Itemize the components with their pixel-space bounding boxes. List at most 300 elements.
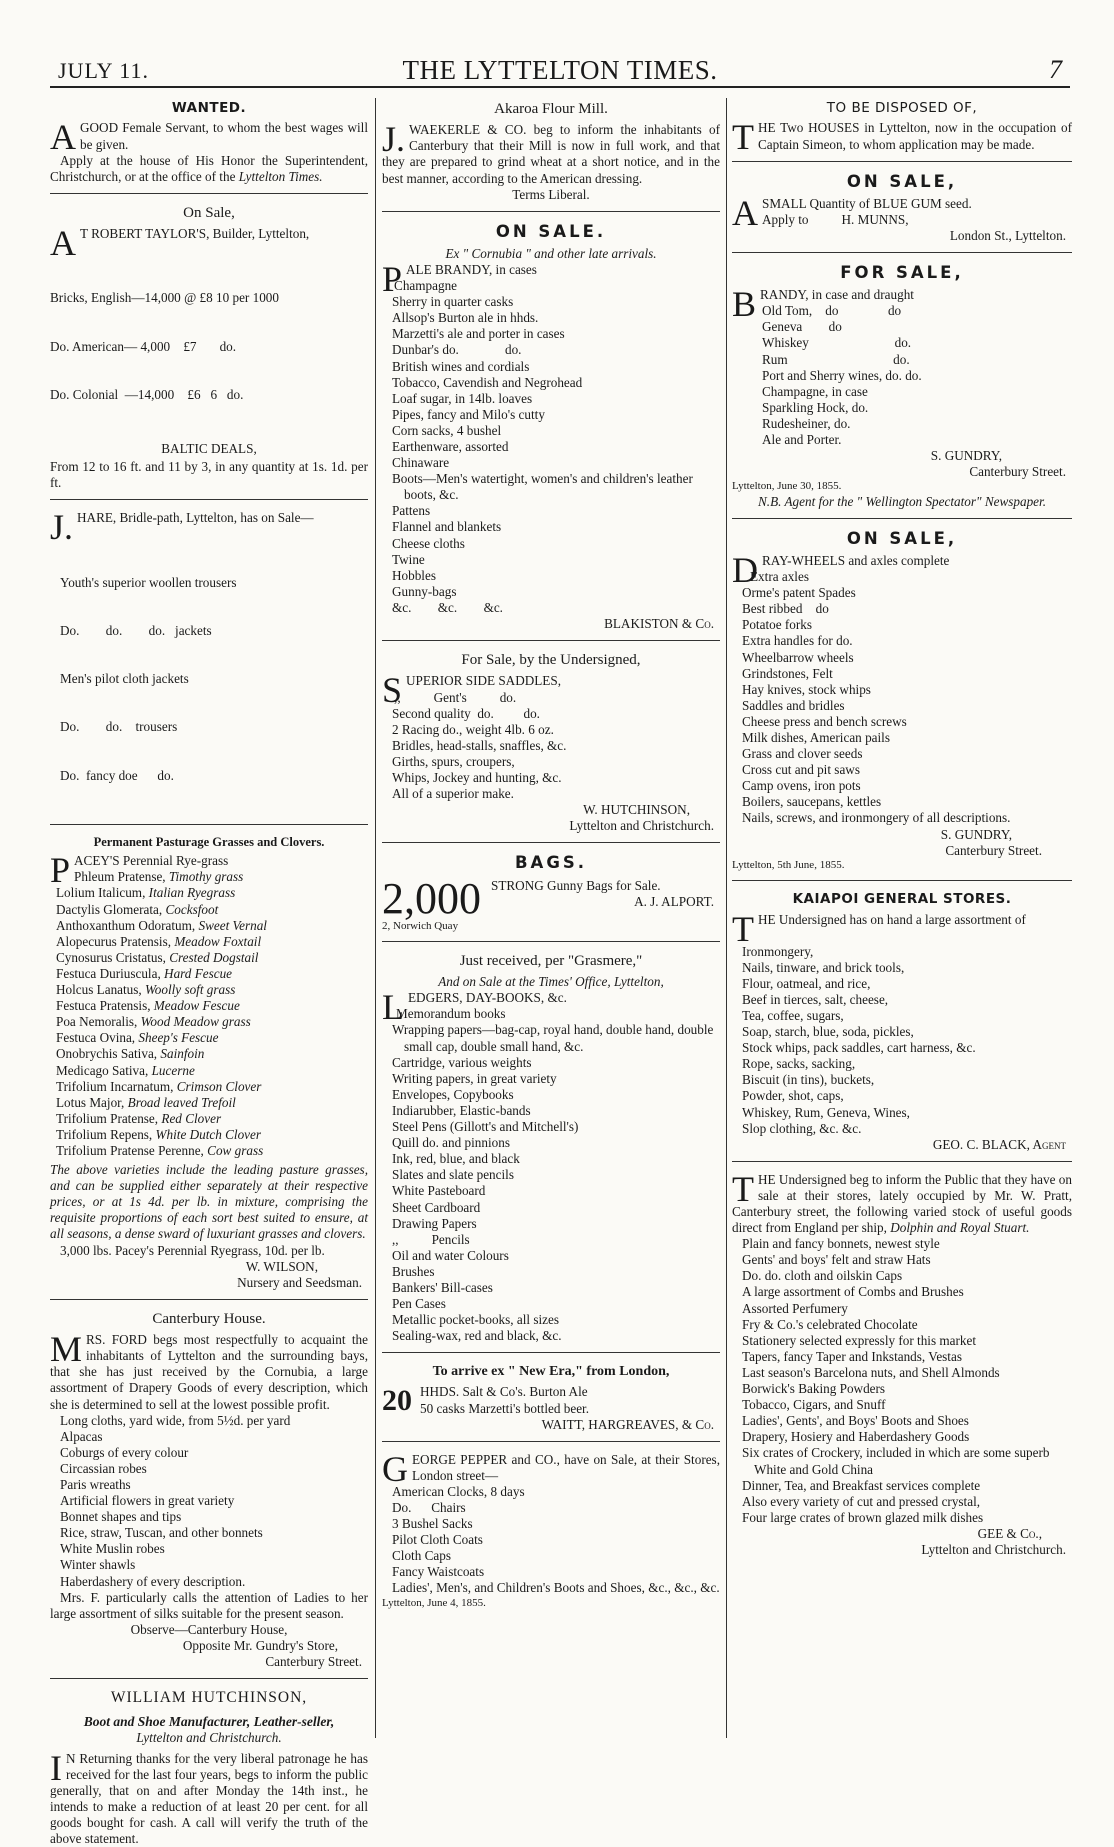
list-item: Whips, Jockey and hunting, &c.: [392, 770, 562, 785]
page-number: 7: [1049, 55, 1062, 84]
ad-address: Opposite Mr. Gundry's Store,: [182, 1637, 338, 1653]
list-item: Tobacco, Cigars, and Snuff: [742, 1397, 886, 1413]
list-item: Cross cut and pit saws: [742, 762, 860, 778]
ad-apply: Apply to H. MUNNS,: [762, 211, 909, 227]
common-name: White Dutch Clover: [155, 1126, 262, 1142]
list-item: Circassian robes: [60, 1460, 147, 1476]
common-name: Hard Fescue: [164, 965, 233, 981]
grass-item: [56, 1030, 368, 1046]
ad-heading: WILLIAM HUTCHINSON,: [110, 1689, 308, 1707]
list-item: Haberdashery of every description.: [60, 1573, 246, 1589]
list-item: Envelopes, Copybooks: [392, 1086, 514, 1102]
common-name: Meadow Foxtail: [174, 933, 262, 949]
bags-quantity: 2,000: [382, 873, 481, 923]
list-item: Long cloths, yard wide, from 5½d. per yard: [60, 1412, 291, 1428]
ad-text: T ROBERT TAYLOR'S, Builder, Lyttelton,: [80, 226, 310, 242]
common-name: Sainfoin: [160, 1046, 205, 1062]
price-line: Bricks, English—14,000 @ £8 10 per 1000: [50, 290, 279, 306]
signature-title: Nursery and Seedsman.: [237, 1274, 362, 1290]
list-item: White Pasteboard: [392, 1183, 486, 1199]
drop-cap: A: [732, 192, 758, 233]
grass-item: [56, 902, 368, 918]
list-item: Indiarubber, Elastic-bands: [392, 1102, 531, 1118]
list-item: Milk dishes, American pails: [742, 729, 890, 745]
list-item: Do. do. trousers: [60, 719, 178, 735]
list-item: Nails, screws, and ironmongery of all descriptions.: [742, 810, 1011, 826]
common-name: Italian Ryegrass: [148, 885, 236, 901]
common-name: Sheep's Fescue: [138, 1030, 219, 1046]
latin-name: Trifolium Pratense Perenne,: [56, 1142, 204, 1158]
list-item: Also every variety of cut and pressed crystal,: [742, 1493, 981, 1509]
list-item: Ladies', Men's, and Children's Boots and Shoes, &c., &c., &c.: [392, 1580, 720, 1596]
ad-heading: ON SALE.: [495, 221, 607, 241]
ad-date: Lyttelton, June 30, 1855.: [732, 480, 842, 493]
ad-place: Lyttelton and Christchurch.: [136, 1730, 282, 1746]
list-item: Alpacas: [60, 1428, 103, 1444]
list-item: Girths, spurs, croupers,: [392, 753, 515, 769]
signature-place: Lyttelton and Christchurch.: [569, 818, 714, 834]
list-item: Fancy Waistcoats: [392, 1564, 485, 1580]
list-item: Men's pilot cloth jackets: [60, 671, 189, 687]
drop-cap: P: [382, 258, 403, 299]
list-item: Do. Chairs: [392, 1500, 466, 1515]
ad-text: HARE, Bridle-path, Lyttelton, has on Sale—: [77, 510, 314, 526]
ad-nb: N.B. Agent for the " Wellington Spectator" Newspaper.: [758, 493, 1046, 509]
ad-heading: Canterbury House.: [152, 1310, 266, 1327]
signature-name: GEO. C. BLACK, Agent: [932, 1136, 1066, 1152]
ad-subheading: Ex " Cornubia " and other late arrivals.: [445, 245, 657, 261]
list-item: Nails, tinware, and brick tools,: [742, 959, 905, 975]
grass-item: [56, 1111, 368, 1127]
list-item: Assorted Perfumery: [742, 1300, 848, 1316]
list-item: Memorandum books: [396, 1006, 506, 1022]
hardware-list: [732, 569, 1072, 827]
list-item: White Muslin robes: [60, 1541, 165, 1557]
list-item: Flannel and blankets: [392, 519, 502, 535]
list-item: Pilot Cloth Coats: [392, 1532, 483, 1548]
common-name: Timothy grass: [168, 869, 244, 885]
list-item: Bankers' Bill-cases: [392, 1279, 493, 1295]
list-item: Whiskey do.: [762, 335, 912, 351]
issue-date: JULY 11.: [58, 58, 149, 83]
ad-kaiapoi: [732, 891, 1072, 1153]
grass-item: [56, 869, 368, 885]
ad-brandy: [732, 263, 1072, 510]
drop-cap: T: [732, 1168, 754, 1209]
price-line: Do. Colonial —14,000 £6 6 do.: [50, 386, 244, 402]
latin-name: Alopecurus Pratensis,: [56, 933, 172, 949]
grass-item: [56, 1143, 368, 1159]
list-item: Geneva do: [762, 319, 842, 335]
list-item: Best ribbed do: [742, 601, 829, 617]
ad-trade: Boot and Shoe Manufacturer, Leather-seller,: [83, 1714, 335, 1729]
grass-item: [56, 1079, 368, 1095]
ad-heading: To arrive ex " New Era," from London,: [432, 1364, 670, 1380]
list-item: Gunny-bags: [392, 583, 457, 599]
list-item: Champagne, in case: [762, 383, 868, 399]
ad-on-sale-blakiston: [382, 222, 720, 632]
ad-canterbury-house: [50, 1310, 368, 1670]
ad-heading: ON SALE,: [846, 528, 958, 548]
list-item: Champagne: [394, 278, 458, 294]
list-item: Stock whips, pack saddles, cart harness, &c.: [742, 1040, 976, 1056]
ad-heading: KAIAPOI GENERAL STORES.: [792, 891, 1012, 908]
ad-subheading: And on Sale at the Times' Office, Lyttelton,: [438, 974, 664, 990]
column-3: [732, 98, 1072, 1746]
common-name: Meadow Fescue: [153, 998, 240, 1014]
list-item: Winter shawls: [60, 1557, 136, 1573]
list-item: Boots—Men's watertight, women's and children's leather boots, &c.: [392, 471, 697, 503]
list-item: Earthenware, assorted: [392, 439, 509, 455]
ad-heading: Akaroa Flour Mill.: [494, 101, 608, 117]
ad-title-line: RANDY, in case and draught: [760, 287, 914, 303]
ad-hutchinson: [50, 1689, 368, 1847]
ad-heading: Just received, per "Grasmere,": [459, 952, 643, 969]
common-name: Crimson Clover: [176, 1078, 262, 1094]
ad-title-line: UPERIOR SIDE SADDLES,: [406, 673, 561, 689]
list-item: Beef in tierces, salt, cheese,: [742, 991, 889, 1007]
list-item: Rum do.: [762, 351, 910, 367]
ad-blue-gum: [732, 172, 1072, 244]
list-item: 3 Bushel Sacks: [392, 1516, 473, 1532]
drop-cap: A: [50, 117, 76, 158]
stationery-list: [382, 1006, 720, 1344]
latin-name: Poa Nemoralis,: [56, 1014, 138, 1030]
list-item: Oil and water Colours: [392, 1247, 509, 1263]
list-item: Orme's patent Spades: [742, 585, 856, 601]
ad-address: 2, Norwich Quay: [382, 919, 459, 932]
ad-paper: Lyttelton Times.: [238, 168, 323, 184]
grass-item: [56, 1095, 368, 1111]
latin-name: Trifolium Repens,: [56, 1126, 153, 1142]
list-item: Second quality do. do.: [392, 705, 540, 721]
latin-name: Holcus Lanatus,: [56, 982, 142, 998]
ad-terms: Terms Liberal.: [512, 186, 590, 202]
saddles-list: [382, 690, 720, 803]
ad-text: HE Two HOUSES in Lyttelton, now in the occupation of Captain Simeon, to whom application may be made.: [758, 120, 1072, 152]
list-item: Sealing-wax, red and black, &c.: [392, 1328, 562, 1344]
ad-text: HE Undersigned beg to inform the Public that they have on sale at their stores, lately occupied by Mr. W. Pratt, Canterbury street, the following varied stock of useful goods direct from England per ship,: [732, 1171, 1072, 1236]
drop-cap: T: [732, 117, 754, 158]
list-item: Pattens: [392, 503, 431, 519]
drop-cap: D: [732, 549, 758, 590]
list-item: Cheese press and bench screws: [742, 713, 907, 729]
list-item: Hay knives, stock whips: [742, 681, 871, 697]
list-item: Powder, shot, caps,: [742, 1088, 844, 1104]
list-item: American Clocks, 8 days: [392, 1483, 525, 1499]
list-item: Cloth Caps: [392, 1548, 451, 1564]
latin-name: Trifolium Incarnatum,: [56, 1078, 174, 1094]
grass-item: [56, 1046, 368, 1062]
drapery-list: [50, 1413, 368, 1590]
list-item: Do. fancy doe do.: [60, 767, 174, 783]
list-item: Youth's superior woollen trousers: [60, 574, 237, 590]
latin-name: Trifolium Pratense,: [56, 1110, 159, 1126]
grass-item: [56, 918, 368, 934]
drop-cap: G: [382, 1448, 408, 1489]
stores-list: [732, 944, 1072, 1137]
list-item: Ladies', Gents', and Boys' Boots and Shoes: [742, 1413, 969, 1429]
ad-apply: Apply at the house of His Honor the Superintendent, Christchurch, or at the office of the: [50, 152, 368, 184]
masthead: [50, 52, 1070, 88]
ad-text: From 12 to 16 ft. and 11 by 3, in any quantity at 1s. 1d. per ft.: [50, 459, 368, 491]
list-item: Tea, coffee, sugars,: [742, 1007, 844, 1023]
common-name: Broad leaved Trefoil: [127, 1094, 236, 1110]
common-name: Cow grass: [207, 1142, 264, 1158]
column-1: [50, 98, 368, 1847]
ad-bags: [382, 853, 720, 933]
list-item: Cheese cloths: [392, 535, 465, 551]
latin-name: Medicago Sativa,: [56, 1062, 149, 1078]
drop-cap: J.: [50, 507, 74, 548]
ad-ships: Dolphin and Royal Stuart.: [890, 1220, 1030, 1236]
list-item: Ink, red, blue, and black: [392, 1151, 520, 1167]
ad-text: STRONG Gunny Bags for Sale.: [491, 877, 661, 893]
list-item: Drawing Papers: [392, 1215, 477, 1231]
drop-cap: P: [50, 850, 71, 891]
list-item: Soap, starch, blue, soda, pickles,: [742, 1024, 914, 1040]
common-name: Sweet Vernal: [198, 917, 267, 933]
hhds-quantity: 20: [382, 1384, 412, 1418]
ad-akaroa: [382, 100, 720, 203]
list-item: Chinaware: [392, 455, 450, 471]
list-item: Wheelbarrow wheels: [742, 649, 854, 665]
grass-item: [56, 934, 368, 950]
list-item: Ironmongery,: [742, 943, 814, 959]
grass-item: [56, 1063, 368, 1079]
list-item: Dunbar's do. do.: [392, 342, 522, 358]
ad-text: HE Undersigned has on hand a large assortment of: [758, 911, 1026, 927]
goods-list: [382, 1484, 720, 1597]
ad-disposed: [732, 100, 1072, 158]
ad-new-era: [382, 1363, 720, 1432]
list-item: Old Tom, do do: [762, 303, 902, 319]
ad-hare: [50, 507, 368, 816]
column-divider: [726, 98, 727, 1738]
ad-address: London St., Lyttelton.: [949, 227, 1066, 243]
list-item: Dinner, Tea, and Breakfast services complete: [742, 1477, 981, 1493]
ad-observe: Observe—Canterbury House,: [130, 1621, 288, 1637]
list-item: Paris wreaths: [60, 1476, 131, 1492]
list-item: Coburgs of every colour: [60, 1444, 189, 1460]
latin-name: Onobrychis Sativa,: [56, 1046, 158, 1062]
grass-item: [56, 885, 368, 901]
ad-pepper: [382, 1448, 720, 1610]
common-name: Crested Dogstail: [169, 949, 259, 965]
list-item: Fry & Co.'s celebrated Chocolate: [742, 1316, 918, 1332]
common-name: Lucerne: [151, 1062, 195, 1078]
drop-cap: M: [50, 1329, 83, 1370]
list-item: Pipes, fancy and Milo's cutty: [392, 406, 545, 422]
newspaper-title: THE LYTTELTON TIMES.: [402, 55, 718, 85]
ad-text: WAEKERLE & CO. beg to inform the inhabitants of Canterbury that their Mill is now in full work, and that they are prepared to grind wheat at a short notice, and in the best manner, according to the American dressing.: [382, 122, 720, 186]
list-item: Slates and slate pencils: [392, 1167, 514, 1183]
list-item: Allsop's Burton ale in hhds.: [392, 310, 539, 326]
goods-list: [732, 1236, 1072, 1526]
list-item: Camp ovens, iron pots: [742, 778, 861, 794]
latin-name: Lotus Major,: [56, 1094, 125, 1110]
grass-item: [56, 966, 368, 982]
signature-name: W. WILSON,: [245, 1258, 318, 1274]
list-item: Rudesheiner, do.: [762, 415, 851, 431]
grass-item: [56, 1127, 368, 1143]
ad-date: Lyttelton, June 4, 1855.: [382, 1596, 486, 1609]
ad-text: RS. FORD begs most respectfully to acquaint the inhabitants of Lyttelton and the surrounding bays, that she has just received by the Cornubia, a large assortment of Drapery Goods of every description, which she is determined to sell at the lowest possible profit.: [50, 1332, 368, 1412]
signature-name: S. GUNDRY,: [930, 448, 1002, 464]
spirits-list: [732, 303, 1072, 448]
list-item: Do. do. do. jackets: [60, 622, 212, 638]
latin-name: Festuca Pratensis,: [56, 998, 151, 1014]
ad-dray-wheels: [732, 529, 1072, 872]
ad-heading: ON SALE,: [846, 171, 958, 191]
list-item: Hobbles: [392, 567, 436, 583]
ad-heading: For Sale, by the Undersigned,: [461, 652, 641, 669]
latin-name: Dactylis Glomerata,: [56, 901, 163, 917]
price-line: Do. American— 4,000 £7 do.: [50, 338, 237, 354]
list-item: All of a superior make.: [392, 786, 514, 802]
list-item: Biscuit (in tins), buckets,: [742, 1072, 875, 1088]
ad-grasses: [50, 835, 368, 1291]
list-item: Bonnet shapes and tips: [60, 1509, 182, 1525]
list-item: Writing papers, in great variety: [392, 1070, 557, 1086]
list-item: Loaf sugar, in 14lb. loaves: [392, 390, 533, 406]
signature-name: BLAKISTON & Co.: [604, 616, 714, 632]
list-item: Gents' and boys' felt and straw Hats: [742, 1252, 931, 1268]
list-item: Sherry in quarter casks: [392, 294, 514, 310]
list-item: Borwick's Baking Powders: [742, 1381, 886, 1397]
ad-heading: On Sale,: [183, 204, 235, 221]
drop-cap: I: [50, 1747, 62, 1788]
list-item: Sheet Cardboard: [392, 1199, 481, 1215]
ad-note: Mrs. F. particularly calls the attention of Ladies to her large assortment of silks suitable for the present season.: [50, 1589, 368, 1621]
latin-name: Lolium Italicum,: [56, 885, 146, 901]
list-item: Last season's Barcelona nuts, and Shell Almonds: [742, 1364, 1000, 1380]
common-name: Red Clover: [161, 1110, 222, 1126]
grass-item: [56, 998, 368, 1014]
ad-wanted: [50, 100, 368, 185]
ad-title-line: ALE BRANDY, in cases: [406, 261, 537, 277]
list-item: Bridles, head-stalls, snaffles, &c.: [392, 737, 567, 753]
list-item: Brushes: [392, 1263, 435, 1279]
signature-name: GEE & Co.,: [977, 1525, 1042, 1541]
list-item: ,, Pencils: [392, 1231, 470, 1247]
list-item: A large assortment of Combs and Brushes: [742, 1284, 964, 1300]
grass-item: [56, 982, 368, 998]
latin-name: Festuca Duriuscula,: [56, 965, 161, 981]
ad-address: Canterbury Street.: [265, 1654, 362, 1669]
ad-text: GOOD Female Servant, to whom the best wages will be given.: [80, 120, 368, 152]
list-item: Drapery, Hosiery and Haberdashery Goods: [742, 1429, 970, 1445]
list-item: Stationery selected expressly for this market: [742, 1332, 977, 1348]
list-item: Steel Pens (Gillott's and Mitchell's): [392, 1119, 579, 1135]
ad-gee: [732, 1168, 1072, 1558]
list-item: Sparkling Hock, do.: [762, 399, 869, 415]
ad-text: HHDS. Salt & Co's. Burton Ale: [420, 1384, 588, 1400]
list-item: Twine: [392, 551, 425, 567]
list-item: Whiskey, Rum, Geneva, Wines,: [742, 1104, 910, 1120]
list-item: Extra handles for do.: [742, 633, 853, 649]
ad-offer: 3,000 lbs. Pacey's Perennial Ryegrass, 10d. per lb.: [60, 1242, 325, 1258]
signature-name: WAITT, HARGREAVES, & Co.: [541, 1416, 714, 1432]
column-2: [382, 98, 720, 1746]
ad-text: N Returning thanks for the very liberal patronage he has received for the last four years, begs to inform the public generally, that on and after Monday the 14th inst., he intends to make a reduction of at least 20 per cent. for all goods bought for cash. A call will verify the truth of the above statement.: [50, 1750, 368, 1847]
common-name: Woolly soft grass: [145, 982, 236, 998]
list-item: Tobacco, Cavendish and Negrohead: [392, 374, 583, 390]
list-item: Marzetti's ale and porter in cases: [392, 326, 565, 342]
ad-title-line: RAY-WHEELS and axles complete: [762, 552, 950, 568]
signature-name: S. GUNDRY,: [940, 826, 1012, 842]
ad-title-line: EDGERS, DAY-BOOKS, &c.: [408, 990, 567, 1006]
list-item: Ale and Porter.: [762, 432, 842, 448]
ad-title-line: ACEY'S Perennial Rye-grass: [74, 853, 229, 869]
ad-heading: TO BE DISPOSED OF,: [826, 100, 978, 116]
list-item: Pen Cases: [392, 1296, 446, 1312]
ad-heading: BAGS.: [514, 853, 588, 873]
grass-item: [56, 950, 368, 966]
grass-list: [50, 869, 368, 1159]
list-item: Tapers, fancy Taper and Inkstands, Vestas: [742, 1348, 962, 1364]
list-item: 2 Racing do., weight 4lb. 6 oz.: [392, 721, 554, 737]
list-item: Extra axles: [750, 569, 809, 585]
list-item: Grindstones, Felt: [742, 665, 833, 681]
signature-place: Canterbury Street.: [969, 464, 1066, 480]
list-item: Corn sacks, 4 bushel: [392, 422, 502, 438]
sub-heading: BALTIC DEALS,: [161, 441, 257, 457]
common-name: Wood Meadow grass: [140, 1014, 251, 1030]
ad-heading: FOR SALE,: [840, 263, 964, 283]
list-item: Port and Sherry wines, do. do.: [762, 367, 922, 383]
latin-name: Phleum Pratense,: [74, 869, 166, 885]
signature-place: Lyttelton and Christchurch.: [921, 1541, 1066, 1557]
list-item: Rice, straw, Tuscan, and other bonnets: [60, 1525, 263, 1541]
ad-note: The above varieties include the leading pasture grasses, and can be supplied either separately at their respective prices, or at 1s 4d. per lb. in mixture, comprising the requisite proportions of each sort best suited to ensure, at all seasons, a dense sward of luxuriant grasses and clovers.: [50, 1162, 368, 1242]
common-name: Cocksfoot: [165, 901, 219, 917]
list-item: Plain and fancy bonnets, newest style: [742, 1236, 940, 1252]
list-item: Quill do. and pinnions: [392, 1135, 510, 1151]
list-item: Boilers, saucepans, kettles: [742, 794, 882, 810]
signature-name: W. HUTCHINSON,: [583, 802, 690, 818]
list-item: ,, Gent's do.: [394, 689, 517, 705]
signature-name: A. J. ALPORT.: [634, 893, 714, 909]
column-divider: [375, 98, 376, 1738]
list-item: British wines and cordials: [392, 358, 530, 374]
list-item: Saddles and bridles: [742, 697, 845, 713]
ad-text: EORGE PEPPER and CO., have on Sale, at their Stores, London street—: [412, 1451, 720, 1483]
drop-cap: A: [50, 223, 76, 264]
ad-text: SMALL Quantity of BLUE GUM seed.: [762, 195, 972, 211]
list-item: Four large crates of brown glazed milk dishes: [742, 1509, 984, 1525]
list-item: Grass and clover seeds: [742, 746, 863, 762]
list-item: Rope, sacks, sacking,: [742, 1056, 856, 1072]
grass-item: [56, 1014, 368, 1030]
list-item: Artificial flowers in great variety: [60, 1493, 235, 1509]
list-item: Six crates of Crockery, included in which are some superb White and Gold China: [742, 1445, 1050, 1477]
drop-cap: S: [382, 670, 403, 711]
drop-cap: T: [732, 908, 754, 949]
list-item: Potatoe forks: [742, 617, 812, 633]
ad-heading: Permanent Pasturage Grasses and Clovers.: [93, 835, 325, 850]
ad-text: 50 casks Marzetti's bottled beer.: [420, 1400, 590, 1416]
ad-grasmere: [382, 952, 720, 1344]
list-item: Metallic pocket-books, all sizes: [392, 1312, 559, 1328]
signature-place: Canterbury Street.: [945, 842, 1042, 858]
list-item: Cartridge, various weights: [392, 1054, 532, 1070]
list-item: Flour, oatmeal, and rice,: [742, 975, 871, 991]
ad-date: Lyttelton, 5th June, 1855.: [732, 858, 845, 871]
list-item: Slop clothing, &c. &c.: [742, 1120, 862, 1136]
ad-heading: WANTED.: [171, 100, 247, 116]
ad-saddles: [382, 651, 720, 834]
